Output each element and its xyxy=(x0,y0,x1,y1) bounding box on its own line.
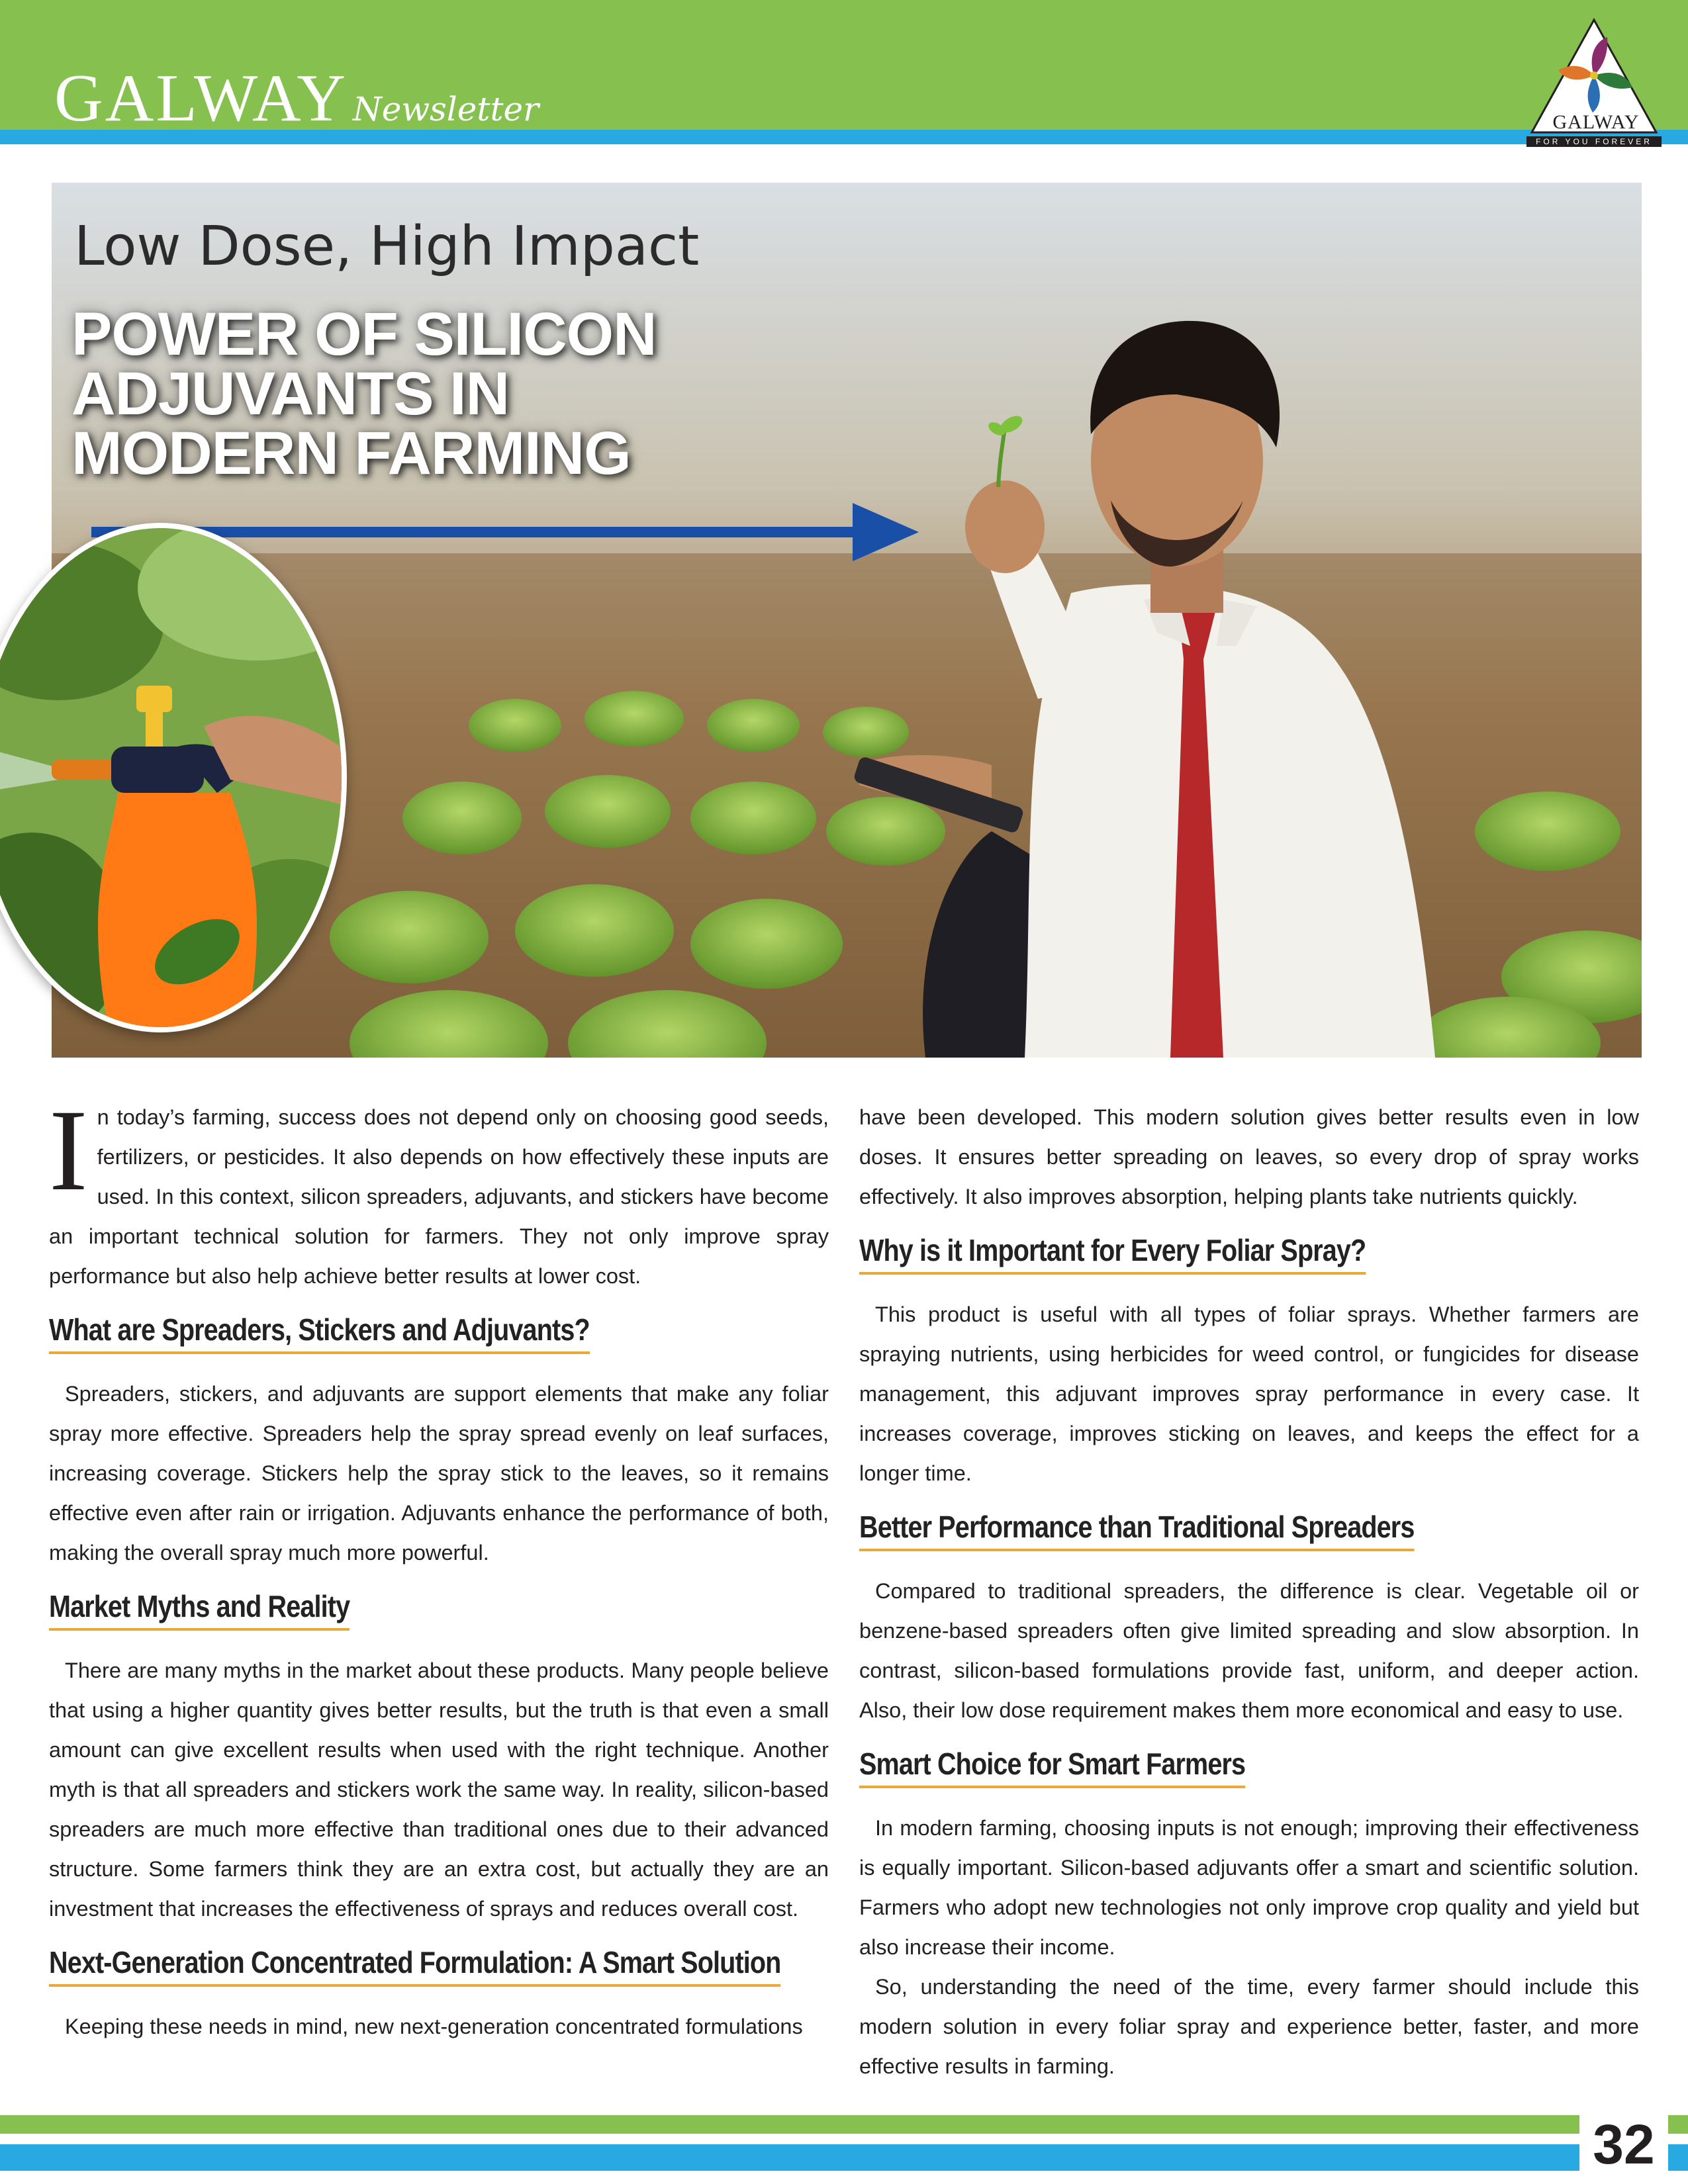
title-line: MODERN FARMING xyxy=(71,420,631,487)
section-paragraph: Spreaders, stickers, and adjuvants are support elements that make any foliar spray more effective. Spreaders help the spray spread evenly on leaf surfaces, increasing coverage. Stickers help the spray stick to the leaves, so it remains effective even after rain or irrigation. Adjuvants enhance the performance of both, making the overall spray much more powerful. xyxy=(49,1382,829,1565)
logo-tagline: FOR YOU FOREVER xyxy=(1526,136,1662,147)
galway-logo xyxy=(1524,15,1664,148)
section-paragraph: There are many myths in the market about these products. Many people believe that using a higher quantity gives better results, but the truth is that even a small amount can give excellent results when used with the right technique. Another myth is that all spreaders and stickers work the same way. In reality, silicon-based spreaders are much more effective than traditional ones due to their advanced structure. Some farmers think they are an extra cost, but actually they are an investment that increases the effectiveness of sprays and reduces overall cost. xyxy=(49,1659,829,1921)
article-column-left xyxy=(49,1086,829,2046)
masthead xyxy=(54,61,539,138)
section-heading: Smart Choice for Smart Farmers xyxy=(859,1746,1245,1788)
section-heading: What are Spreaders, Stickers and Adjuvants? xyxy=(49,1312,590,1354)
article-title xyxy=(71,300,667,487)
masthead-title: GALWAY xyxy=(54,61,348,136)
article-column-right xyxy=(859,1097,1639,2086)
title-line: POWER OF SILICON xyxy=(71,300,657,368)
masthead-subtitle: Newsletter xyxy=(352,90,539,128)
intro-paragraph xyxy=(49,1086,829,1296)
drop-cap: I xyxy=(49,1086,88,1215)
section-paragraph: This product is useful with all types of foliar sprays. Whether farmers are spraying nutrients, using herbicides for weed control, or fungicides for disease management, this adjuvant improves spray performance in every case. It increases coverage, improves sticking on leaves, and keeps the effect for a longer time. xyxy=(859,1302,1639,1485)
footer-stripe xyxy=(0,2144,1688,2171)
page-number: 32 xyxy=(1579,2105,1668,2184)
section-paragraph: So, understanding the need of the time, every farmer should include this modern solution in every foliar spray and experience better, faster, and more effective results in farming. xyxy=(859,1975,1639,2078)
section-paragraph: Keeping these needs in mind, new next-generation concentrated formulations xyxy=(65,2015,803,2038)
section-heading: Market Myths and Reality xyxy=(49,1588,350,1631)
intro-text: n today’s farming, success does not depend only on choosing good seeds, fertilizers, or pesticides. It also depends on how effectively these inputs are used. In this context, silicon spreaders, adjuvants, and stickers have become an important technical solution for farmers. They not only improve spray performance but also help achieve better results at lower cost. xyxy=(49,1105,829,1288)
section-paragraph-continued: have been developed. This modern solution gives better results even in low doses. It ensures better spreading on leaves, so every drop of spray works effectively. It also improves absorption, helping plants take nutrients quickly. xyxy=(859,1105,1639,1208)
section-paragraph: Compared to traditional spreaders, the difference is clear. Vegetable oil or benzene-based spreaders often give limited spreading and slow absorption. In contrast, silicon-based formulations provide fast, uniform, and deeper action. Also, their low dose requirement makes them more economical and easy to use. xyxy=(859,1579,1639,1722)
article-kicker: Low Dose, High Impact xyxy=(74,215,700,278)
section-heading: Why is it Important for Every Foliar Spray? xyxy=(859,1232,1366,1275)
section-paragraph: In modern farming, choosing inputs is not enough; improving their effectiveness is equally important. Silicon-based adjuvants offer a smart and scientific solution. Farmers who adopt new technologies not only improve crop quality and yield but also increase their income. xyxy=(859,1816,1639,1959)
logo-wordmark: GALWAY xyxy=(1552,111,1640,133)
title-line: ADJUVANTS IN xyxy=(71,360,510,428)
section-heading: Next-Generation Concentrated Formulation: A Smart Solution xyxy=(49,1944,781,1987)
footer-bar xyxy=(0,2115,1688,2134)
section-heading: Better Performance than Traditional Spreaders xyxy=(859,1509,1414,1551)
